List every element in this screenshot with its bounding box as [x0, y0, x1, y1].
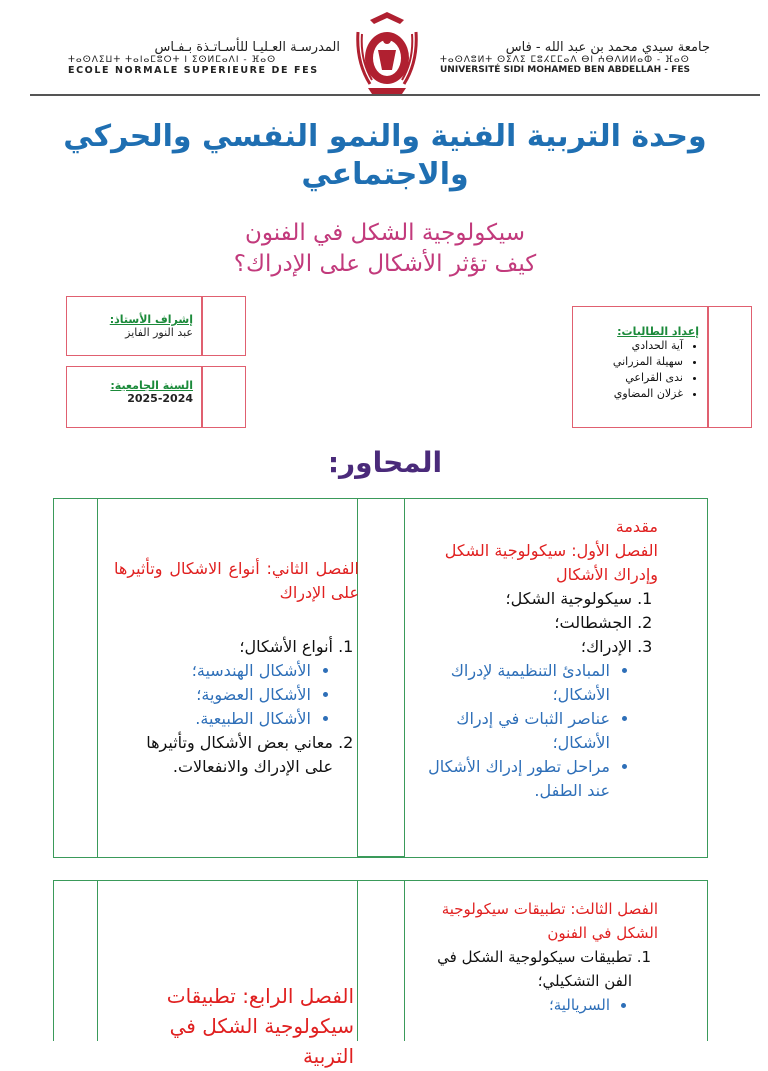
shape-type-item: • الأشكال الهندسية؛	[114, 659, 311, 683]
chapter-2-item	[114, 635, 333, 731]
chapter-1-cell	[406, 515, 658, 803]
chapter-3-sublist	[406, 993, 632, 1017]
chapter-1-item: 1. سيكولوجية الشكل؛	[406, 587, 632, 611]
chapter-2-item: 2. معاني بعض الأشكال وتأثيرها على الإدراك والانفعالات.	[114, 731, 333, 779]
shape-type-item: • الأشكال العضوية؛	[114, 683, 311, 707]
outline-table-2	[53, 880, 708, 1068]
header-divider	[30, 94, 760, 96]
school-name-block	[68, 40, 340, 76]
axes-heading: المحاور:	[327, 446, 443, 479]
chapter-4-title: الفصل الرابع: تطبيقات سيكولوجية الشكل في التربية	[166, 984, 354, 1068]
students-content	[579, 325, 699, 402]
chapter-3-title: الفصل الثالث: تطبيقات سيكولوجية الشكل في الفنون	[441, 900, 658, 942]
chapter-3-cell	[406, 897, 658, 1017]
subtitle	[100, 218, 670, 280]
student-name: • ندى القراعي	[579, 370, 683, 386]
chapter-1-title: الفصل الأول: سيكولوجية الشكل وإدراك الأشكال	[444, 541, 658, 584]
chapter-3-subitem: • السريالية؛	[406, 993, 610, 1017]
chapter-2-item-text: أنواع الأشكال؛	[239, 637, 333, 656]
university-name-arabic: جامعة سيدي محمد بن عبد الله - فاس	[505, 40, 710, 55]
year-content	[73, 379, 193, 405]
chapter-3-item	[406, 945, 632, 1017]
intro-label: مقدمة	[615, 517, 658, 536]
perception-subitem: • مراحل تطور إدراك الأشكال عند الطفل.	[406, 755, 610, 803]
page-title: وحدة التربية الفنية والنمو النفسي والحركي والاجتماعي	[63, 119, 707, 192]
university-logo	[348, 12, 426, 96]
chapter-3-item-text: تطبيقات سيكولوجية الشكل في الفن التشكيلي؛	[437, 948, 632, 990]
student-name: • آية الحدادي	[579, 338, 683, 354]
subtitle-line-1: سيكولوجية الشكل في الفنون	[244, 220, 526, 246]
chapter-1-item	[406, 635, 632, 803]
student-name: • سهيلة المزراني	[579, 354, 683, 370]
shape-type-item: • الأشكال الطبيعية.	[114, 707, 311, 731]
chapter-2-cell	[114, 557, 359, 779]
supervisor-box	[66, 296, 246, 356]
shape-types-sublist	[114, 659, 333, 731]
chapter-1-item-text: الإدراك؛	[580, 637, 632, 656]
students-list	[579, 338, 699, 402]
university-name-tifinagh: ⵜⴰⵙⴷⵓⵍⵜ ⵙⵉⴷⵉ ⵎⵓⵃⵎⵎⴰⴷ ⴱⵏ ⵄⴱⴷⵍⵍⴰⵀ - ⴼⴰⵙ	[440, 55, 690, 65]
students-box	[572, 306, 752, 428]
perception-subitem: • المبادئ التنظيمية لإدراك الأشكال؛	[406, 659, 610, 707]
subtitle-line-2: كيف تؤثر الأشكال على الإدراك؟	[233, 251, 537, 277]
chapter-3-list	[406, 945, 658, 1017]
chapter-1-item: 2. الجشطالت؛	[406, 611, 632, 635]
chapter-2-list	[114, 635, 359, 779]
outline-table-1	[53, 498, 708, 858]
school-name-arabic: المدرسـة العـليـا للأسـاتـذة بـفـاس	[154, 40, 340, 55]
university-name-block	[440, 40, 710, 75]
school-name-tifinagh: ⵜⴰⵙⴷⵉⵡⵜ ⵜⴰⵏⴰⵎⵓⵔⵜ ⵏ ⵉⵙⵍⵎⴰⴷⵏ - ⴼⴰⵙ	[68, 55, 277, 65]
year-value: 2025-2024	[127, 392, 193, 405]
supervisor-label: إشراف الأستاذ:	[109, 313, 193, 326]
perception-subitem: • عناصر الثبات في إدراك الأشكال؛	[406, 707, 610, 755]
chapter-2-title: الفصل الثاني: أنواع الاشكال وتأثيرها على الإدراك	[114, 559, 359, 602]
academic-year-box	[66, 366, 246, 428]
university-name-french: UNIVERSITÉ SIDI MOHAMED BEN ABDELLAH - FES	[440, 65, 690, 75]
supervisor-content	[73, 313, 193, 339]
chapter-1-list	[406, 587, 658, 803]
school-name-french: ECOLE NORMALE SUPERIEURE DE FES	[68, 65, 319, 76]
students-label: إعداد الطالبات:	[617, 325, 699, 338]
supervisor-name: عبد النور الفايز	[125, 326, 193, 339]
perception-sublist	[406, 659, 632, 803]
year-label: السنة الجامعية:	[110, 379, 193, 392]
student-name: • غزلان المضاوي	[579, 386, 683, 402]
